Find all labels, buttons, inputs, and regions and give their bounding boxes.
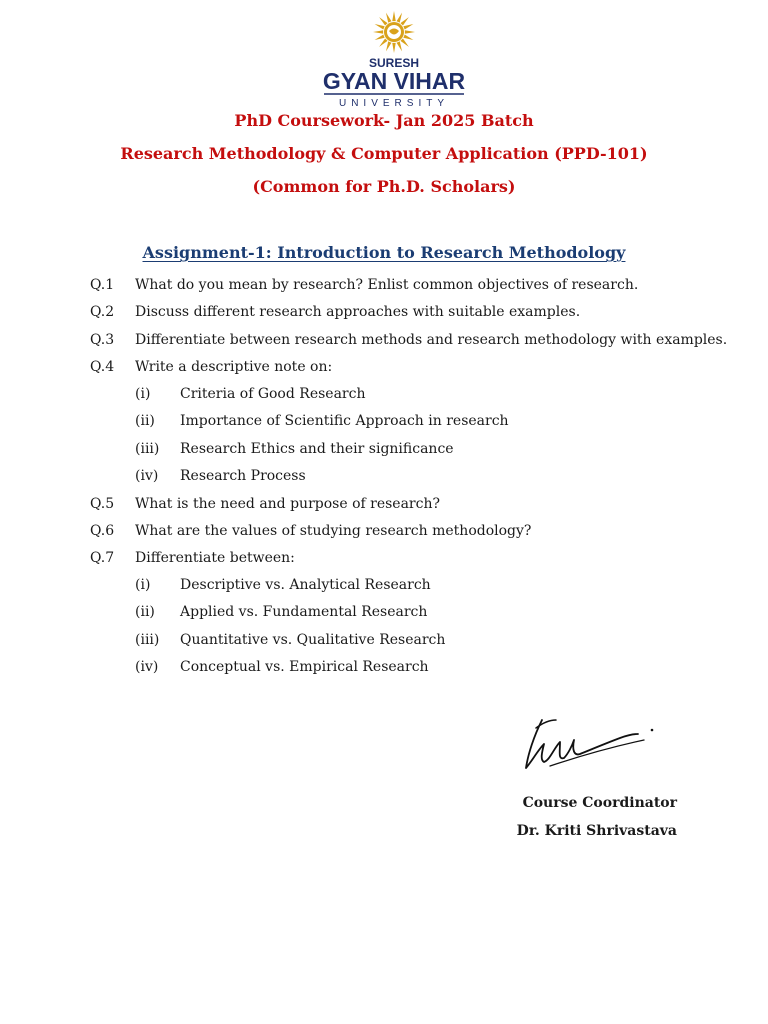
question-text: What do you mean by research? Enlist common objectives of research.	[135, 277, 639, 293]
sub-item-number: (i)	[135, 577, 151, 593]
signature-image	[520, 706, 670, 784]
sun-ray	[400, 17, 408, 25]
sub-item-number: (iv)	[135, 659, 159, 675]
sun-ray	[375, 24, 385, 29]
sub-item-text: Importance of Scientific Approach in research	[180, 413, 509, 429]
sun-ray	[375, 35, 385, 40]
sub-item-number: (ii)	[135, 413, 155, 429]
question-text: What is the need and purpose of research?	[135, 496, 440, 512]
question-text: Write a descriptive note on:	[135, 359, 333, 375]
sub-item-number: (iii)	[135, 441, 160, 457]
sun-ray	[397, 41, 402, 51]
question-number: Q.6	[90, 523, 115, 539]
sun-ray	[403, 35, 413, 40]
sub-item-text: Criteria of Good Research	[180, 386, 366, 402]
sub-item-text: Applied vs. Fundamental Research	[180, 604, 428, 620]
question-number: Q.4	[90, 359, 115, 375]
question-text: Discuss different research approaches with suitable examples.	[135, 304, 581, 320]
question-text: What are the values of studying research methodology?	[135, 523, 532, 539]
assignment-title-text: Assignment-1: Introduction to Research Methodology	[142, 243, 626, 262]
question-number: Q.3	[90, 332, 115, 348]
logo-bottom-text: UNIVERSITY	[338, 98, 450, 109]
logo-top-text: SURESH	[368, 56, 420, 70]
audience-heading: (Common for Ph.D. Scholars)	[252, 177, 516, 196]
sub-item-text: Research Ethics and their significance	[180, 441, 454, 457]
sun-ray	[386, 13, 391, 23]
batch-heading: PhD Coursework- Jan 2025 Batch	[234, 111, 534, 130]
sun-ray	[373, 30, 383, 34]
sun-ray	[392, 11, 396, 21]
question-text: Differentiate between:	[135, 550, 295, 566]
sub-item-text: Quantitative vs. Qualitative Research	[180, 632, 446, 648]
sub-item-number: (ii)	[135, 604, 155, 620]
sun-ray	[379, 38, 387, 46]
sub-item-number: (iii)	[135, 632, 160, 648]
logo-graphic	[318, 10, 470, 110]
sun-ray	[379, 17, 387, 25]
sub-item-text: Research Process	[180, 468, 306, 484]
sub-item-text: Descriptive vs. Analytical Research	[180, 577, 431, 593]
sun-ray	[403, 24, 413, 29]
question-number: Q.2	[90, 304, 115, 320]
question-number: Q.7	[90, 550, 115, 566]
coordinator-role: Course Coordinator	[522, 795, 677, 811]
question-text: Differentiate between research methods and research methodology with examples.	[135, 332, 728, 348]
sun-ray	[392, 43, 396, 53]
sub-item-number: (iv)	[135, 468, 159, 484]
sun-ray	[397, 13, 402, 23]
sun-ray	[405, 30, 415, 34]
course-heading: Research Methodology & Computer Application (PPD-101)	[120, 144, 648, 163]
sun-ray	[400, 38, 408, 46]
question-number: Q.1	[90, 277, 115, 293]
question-number: Q.5	[90, 496, 115, 512]
sub-item-number: (i)	[135, 386, 151, 402]
sun-emblem-icon	[373, 11, 415, 53]
sun-ray	[386, 41, 391, 51]
signature-icon	[520, 706, 670, 784]
assignment-title	[0, 243, 768, 262]
sub-item-text: Conceptual vs. Empirical Research	[180, 659, 429, 675]
university-logo	[318, 10, 470, 110]
logo-main-text: GYAN VIHAR	[322, 68, 466, 94]
coordinator-name: Dr. Kriti Shrivastava	[516, 823, 677, 839]
